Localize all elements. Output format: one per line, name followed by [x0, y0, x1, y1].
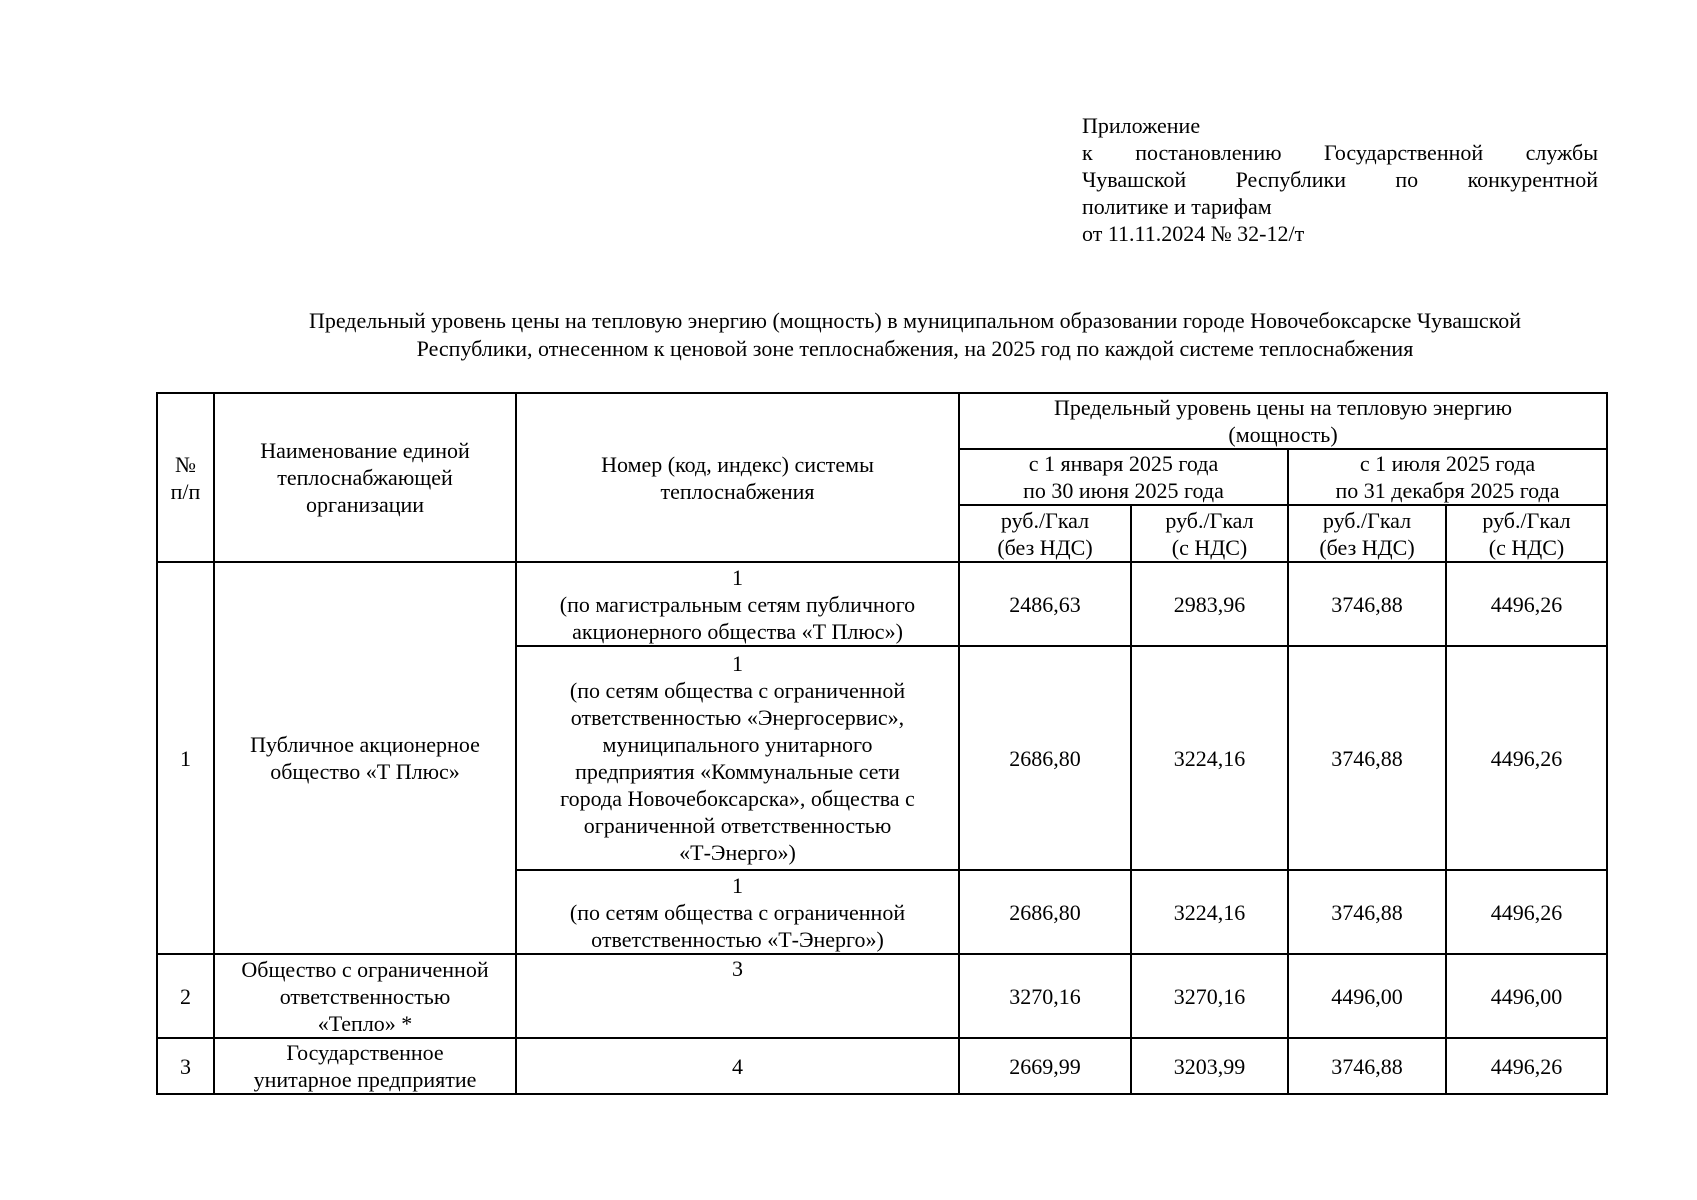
organization-name: Государственное унитарное предприятие [214, 1038, 516, 1094]
price-value: 4496,26 [1446, 562, 1607, 646]
document-title [230, 307, 1600, 363]
system-code: 1 (по сетям общества с ограниченной ответственностью «Энергосервис», муниципального унитарного предприятия «Коммунальные сети города Новочебоксарска», общества с ограниченной ответственностью «Т-Энерго») [516, 646, 959, 870]
row-number: 3 [157, 1038, 214, 1094]
price-value: 2486,63 [959, 562, 1131, 646]
system-code: 3 [516, 954, 959, 1038]
table-row [157, 954, 1607, 1038]
price-value: 3270,16 [1131, 954, 1288, 1038]
header-period-second-half: с 1 июля 2025 года по 31 декабря 2025 года [1288, 449, 1607, 505]
system-code: 4 [516, 1038, 959, 1094]
header-unit-with-vat: руб./Гкал (с НДС) [1131, 505, 1288, 562]
price-value: 3746,88 [1288, 1038, 1446, 1094]
row-number: 1 [157, 562, 214, 954]
system-code: 1 (по магистральным сетям публичного акционерного общества «Т Плюс») [516, 562, 959, 646]
appendix-label: Приложение [1082, 113, 1201, 138]
price-value: 2686,80 [959, 870, 1131, 954]
price-value: 4496,00 [1288, 954, 1446, 1038]
appendix-text-line: Чувашской Республики по конкурентной [1082, 167, 1598, 192]
price-value: 2686,80 [959, 646, 1131, 870]
appendix-text-line: к постановлению Государственной службы [1082, 140, 1598, 165]
table-row [157, 562, 1607, 646]
table-row [157, 1038, 1607, 1094]
price-value: 4496,26 [1446, 1038, 1607, 1094]
header-row [157, 393, 1607, 449]
document-title-line: Предельный уровень цены на тепловую энергию (мощность) в муниципальном образовании городе Новочебоксарске Чувашской [308, 308, 1522, 333]
header-price-level: Предельный уровень цены на тепловую энергию (мощность) [959, 393, 1607, 449]
header-unit-no-vat: руб./Гкал (без НДС) [1288, 505, 1446, 562]
appendix-block [1082, 112, 1598, 247]
document-title-line: Республики, отнесенном к ценовой зоне теплоснабжения, на 2025 год по каждой системе теплоснабжения [416, 336, 1414, 361]
price-value: 3270,16 [959, 954, 1131, 1038]
header-unit-with-vat: руб./Гкал (с НДС) [1446, 505, 1607, 562]
price-value: 4496,26 [1446, 870, 1607, 954]
header-system-code: Номер (код, индекс) системы теплоснабжения [516, 393, 959, 562]
header-organization: Наименование единой теплоснабжающей организации [214, 393, 516, 562]
price-value: 3224,16 [1131, 646, 1288, 870]
price-value: 2669,99 [959, 1038, 1131, 1094]
header-unit-no-vat: руб./Гкал (без НДС) [959, 505, 1131, 562]
appendix-text-line: политике и тарифам [1082, 194, 1272, 219]
header-period-first-half: с 1 января 2025 года по 30 июня 2025 года [959, 449, 1288, 505]
row-number: 2 [157, 954, 214, 1038]
price-value: 3224,16 [1131, 870, 1288, 954]
price-value: 3746,88 [1288, 646, 1446, 870]
appendix-date-number: от 11.11.2024 № 32-12/т [1082, 221, 1305, 246]
price-value: 3746,88 [1288, 562, 1446, 646]
price-value: 4496,00 [1446, 954, 1607, 1038]
organization-name: Публичное акционерное общество «Т Плюс» [214, 562, 516, 954]
system-code: 1 (по сетям общества с ограниченной ответственностью «Т-Энерго») [516, 870, 959, 954]
price-value: 3746,88 [1288, 870, 1446, 954]
price-value: 4496,26 [1446, 646, 1607, 870]
price-value: 3203,99 [1131, 1038, 1288, 1094]
header-number: № п/п [157, 393, 214, 562]
price-table [156, 392, 1608, 1095]
price-value: 2983,96 [1131, 562, 1288, 646]
organization-name: Общество с ограниченной ответственностью «Тепло» * [214, 954, 516, 1038]
